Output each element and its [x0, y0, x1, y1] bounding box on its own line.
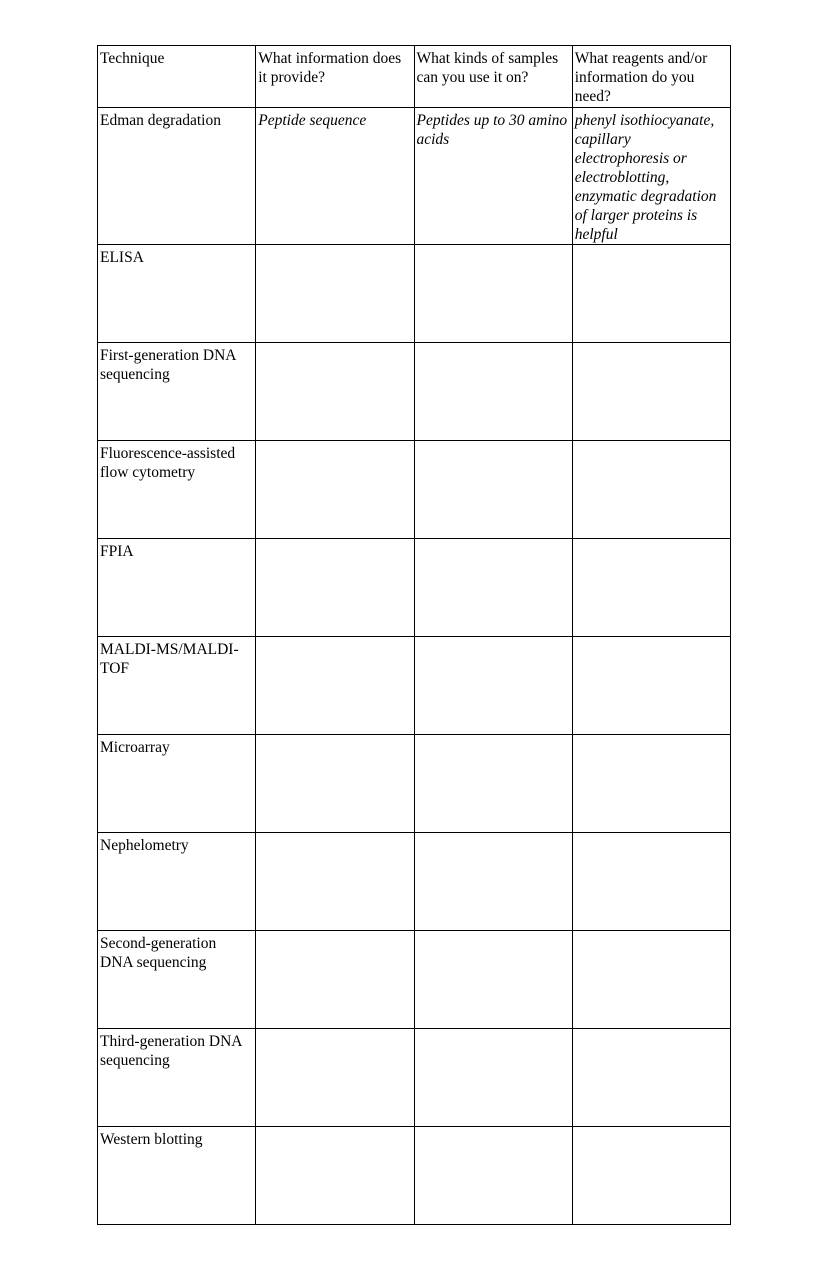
table-row: [98, 245, 731, 343]
information-cell[interactable]: [256, 637, 414, 735]
samples-cell[interactable]: [414, 931, 572, 1029]
table-row: [98, 1029, 731, 1127]
samples-cell[interactable]: [414, 1029, 572, 1127]
reagents-cell[interactable]: [572, 1127, 730, 1225]
information-cell[interactable]: [256, 1029, 414, 1127]
technique-cell: Edman degradation: [98, 108, 256, 245]
technique-cell: FPIA: [98, 539, 256, 637]
information-cell[interactable]: [256, 343, 414, 441]
header-samples: What kinds of samples can you use it on?: [414, 46, 572, 108]
reagents-cell[interactable]: [572, 931, 730, 1029]
technique-cell: Third-generation DNA sequencing: [98, 1029, 256, 1127]
information-cell[interactable]: [256, 1127, 414, 1225]
samples-cell[interactable]: [414, 245, 572, 343]
table-row: [98, 637, 731, 735]
table-row: [98, 539, 731, 637]
technique-cell: ELISA: [98, 245, 256, 343]
technique-cell: Second-generation DNA sequencing: [98, 931, 256, 1029]
information-cell[interactable]: [256, 833, 414, 931]
samples-cell[interactable]: [414, 343, 572, 441]
reagents-cell[interactable]: [572, 833, 730, 931]
information-cell[interactable]: [256, 441, 414, 539]
reagents-cell[interactable]: [572, 1029, 730, 1127]
samples-cell: Peptides up to 30 amino acids: [414, 108, 572, 245]
table-row-example: [98, 108, 731, 245]
information-cell[interactable]: [256, 245, 414, 343]
samples-cell[interactable]: [414, 539, 572, 637]
technique-cell: Western blotting: [98, 1127, 256, 1225]
technique-cell: First-generation DNA sequencing: [98, 343, 256, 441]
header-information: What information does it provide?: [256, 46, 414, 108]
techniques-worksheet-table: [97, 45, 731, 1225]
reagents-cell[interactable]: [572, 441, 730, 539]
table-row: [98, 735, 731, 833]
reagents-cell[interactable]: [572, 735, 730, 833]
table-row: [98, 441, 731, 539]
table-row: [98, 931, 731, 1029]
reagents-cell: phenyl isothiocyanate, capillary electrophoresis or electroblotting, enzymatic degradation of larger proteins is helpful: [572, 108, 730, 245]
samples-cell[interactable]: [414, 637, 572, 735]
table-row: [98, 833, 731, 931]
samples-cell[interactable]: [414, 1127, 572, 1225]
samples-cell[interactable]: [414, 441, 572, 539]
technique-cell: Nephelometry: [98, 833, 256, 931]
samples-cell[interactable]: [414, 735, 572, 833]
header-technique: Technique: [98, 46, 256, 108]
header-row: [98, 46, 731, 108]
reagents-cell[interactable]: [572, 343, 730, 441]
information-cell[interactable]: [256, 931, 414, 1029]
samples-cell[interactable]: [414, 833, 572, 931]
reagents-cell[interactable]: [572, 539, 730, 637]
technique-cell: Microarray: [98, 735, 256, 833]
reagents-cell[interactable]: [572, 245, 730, 343]
technique-cell: MALDI-MS/MALDI-TOF: [98, 637, 256, 735]
information-cell[interactable]: [256, 735, 414, 833]
table-row: [98, 1127, 731, 1225]
technique-cell: Fluorescence-assisted flow cytometry: [98, 441, 256, 539]
reagents-cell[interactable]: [572, 637, 730, 735]
header-reagents: What reagents and/or information do you need?: [572, 46, 730, 108]
information-cell[interactable]: [256, 539, 414, 637]
table-row: [98, 343, 731, 441]
information-cell: Peptide sequence: [256, 108, 414, 245]
